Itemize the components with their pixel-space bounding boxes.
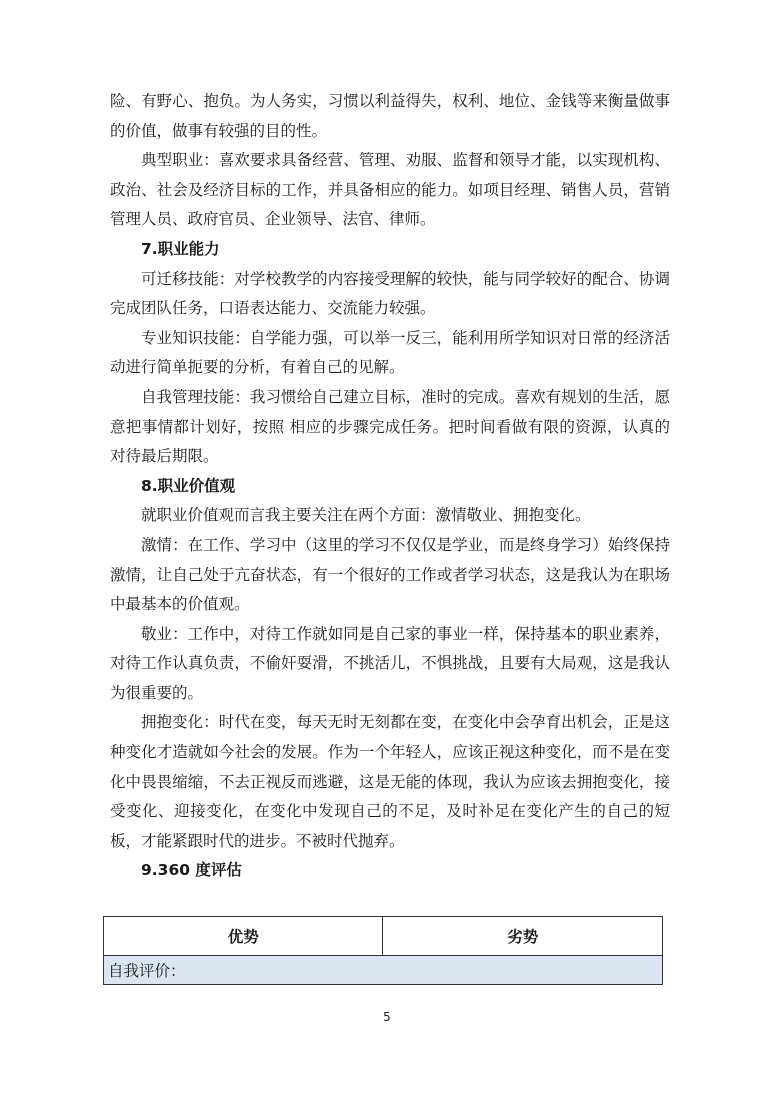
table-header-row — [104, 917, 663, 956]
body-paragraph: 险、有野心、抱负。为人务实，习惯以利益得失，权利、地位、金钱等来衡量做事的价值，做事有较强的目的性。 — [110, 92, 670, 140]
document-body — [110, 87, 670, 886]
body-paragraph: 拥抱变化：时代在变，每天无时无刻都在变，在变化中会孕育出机会，正是这种变化才造就如今社会的发展。作为一个年轻人，应该正视这种变化，而不是在变化中畏畏缩缩，不去正视反而逃避，这是无能的体现，我认为应该去拥抱变化，接受变化、迎接变化，在变化中发现自己的不足，及时补足在变化产生的自己的短板，才能紧跟时代的进步。不被时代抛弃。 — [110, 713, 670, 850]
body-paragraph: 专业知识技能：自学能力强，可以举一反三，能利用所学知识对日常的经济活动进行简单扼要的分析，有着自己的见解。 — [110, 328, 670, 377]
body-paragraph: 就职业价值观而言我主要关注在两个方面：激情敬业、拥抱变化。 — [141, 506, 591, 525]
section-heading: 7.职业能力 — [141, 239, 220, 258]
table-row — [104, 956, 663, 985]
self-evaluation-cell: 自我评价： — [104, 956, 663, 985]
section-heading: 8.职业价值观 — [141, 476, 236, 495]
body-paragraph: 敬业：工作中，对待工作就如同是自己家的事业一样，保持基本的职业素养，对待工作认真负责，不偷奸耍滑，不挑活儿，不惧挑战，且要有大局观，这是我认为很重要的。 — [110, 624, 670, 702]
page-number: 5 — [383, 1010, 391, 1024]
body-paragraph: 激情：在工作、学习中（这里的学习不仅仅是学业，而是终身学习）始终保持激情，让自己处于亢奋状态，有一个很好的工作或者学习状态，这是我认为在职场中最基本的价值观。 — [110, 535, 670, 614]
section-heading: 9.360 度评估 — [141, 861, 242, 880]
column-header-weakness: 劣势 — [383, 917, 663, 956]
evaluation-table — [103, 916, 663, 985]
body-paragraph: 可迁移技能：对学校教学的内容接受理解的较快，能与同学较好的配合、协调完成团队任务，口语表达能力、交流能力较强。 — [110, 269, 670, 318]
column-header-strength: 优势 — [104, 917, 383, 956]
body-paragraph: 自我管理技能：我习惯给自己建立目标，准时的完成。喜欢有规划的生活，愿意把事情都计划好，按照 相应的步骤完成任务。把时间看做有限的资源，认真的对待最后期限。 — [110, 387, 670, 466]
body-paragraph: 典型职业：喜欢要求具备经营、管理、劝服、监督和领导才能，以实现机构、政治、社会及经济目标的工作，并具备相应的能力。如项目经理、销售人员，营销管理人员、政府官员、企业领导、法官、律师。 — [110, 151, 670, 229]
